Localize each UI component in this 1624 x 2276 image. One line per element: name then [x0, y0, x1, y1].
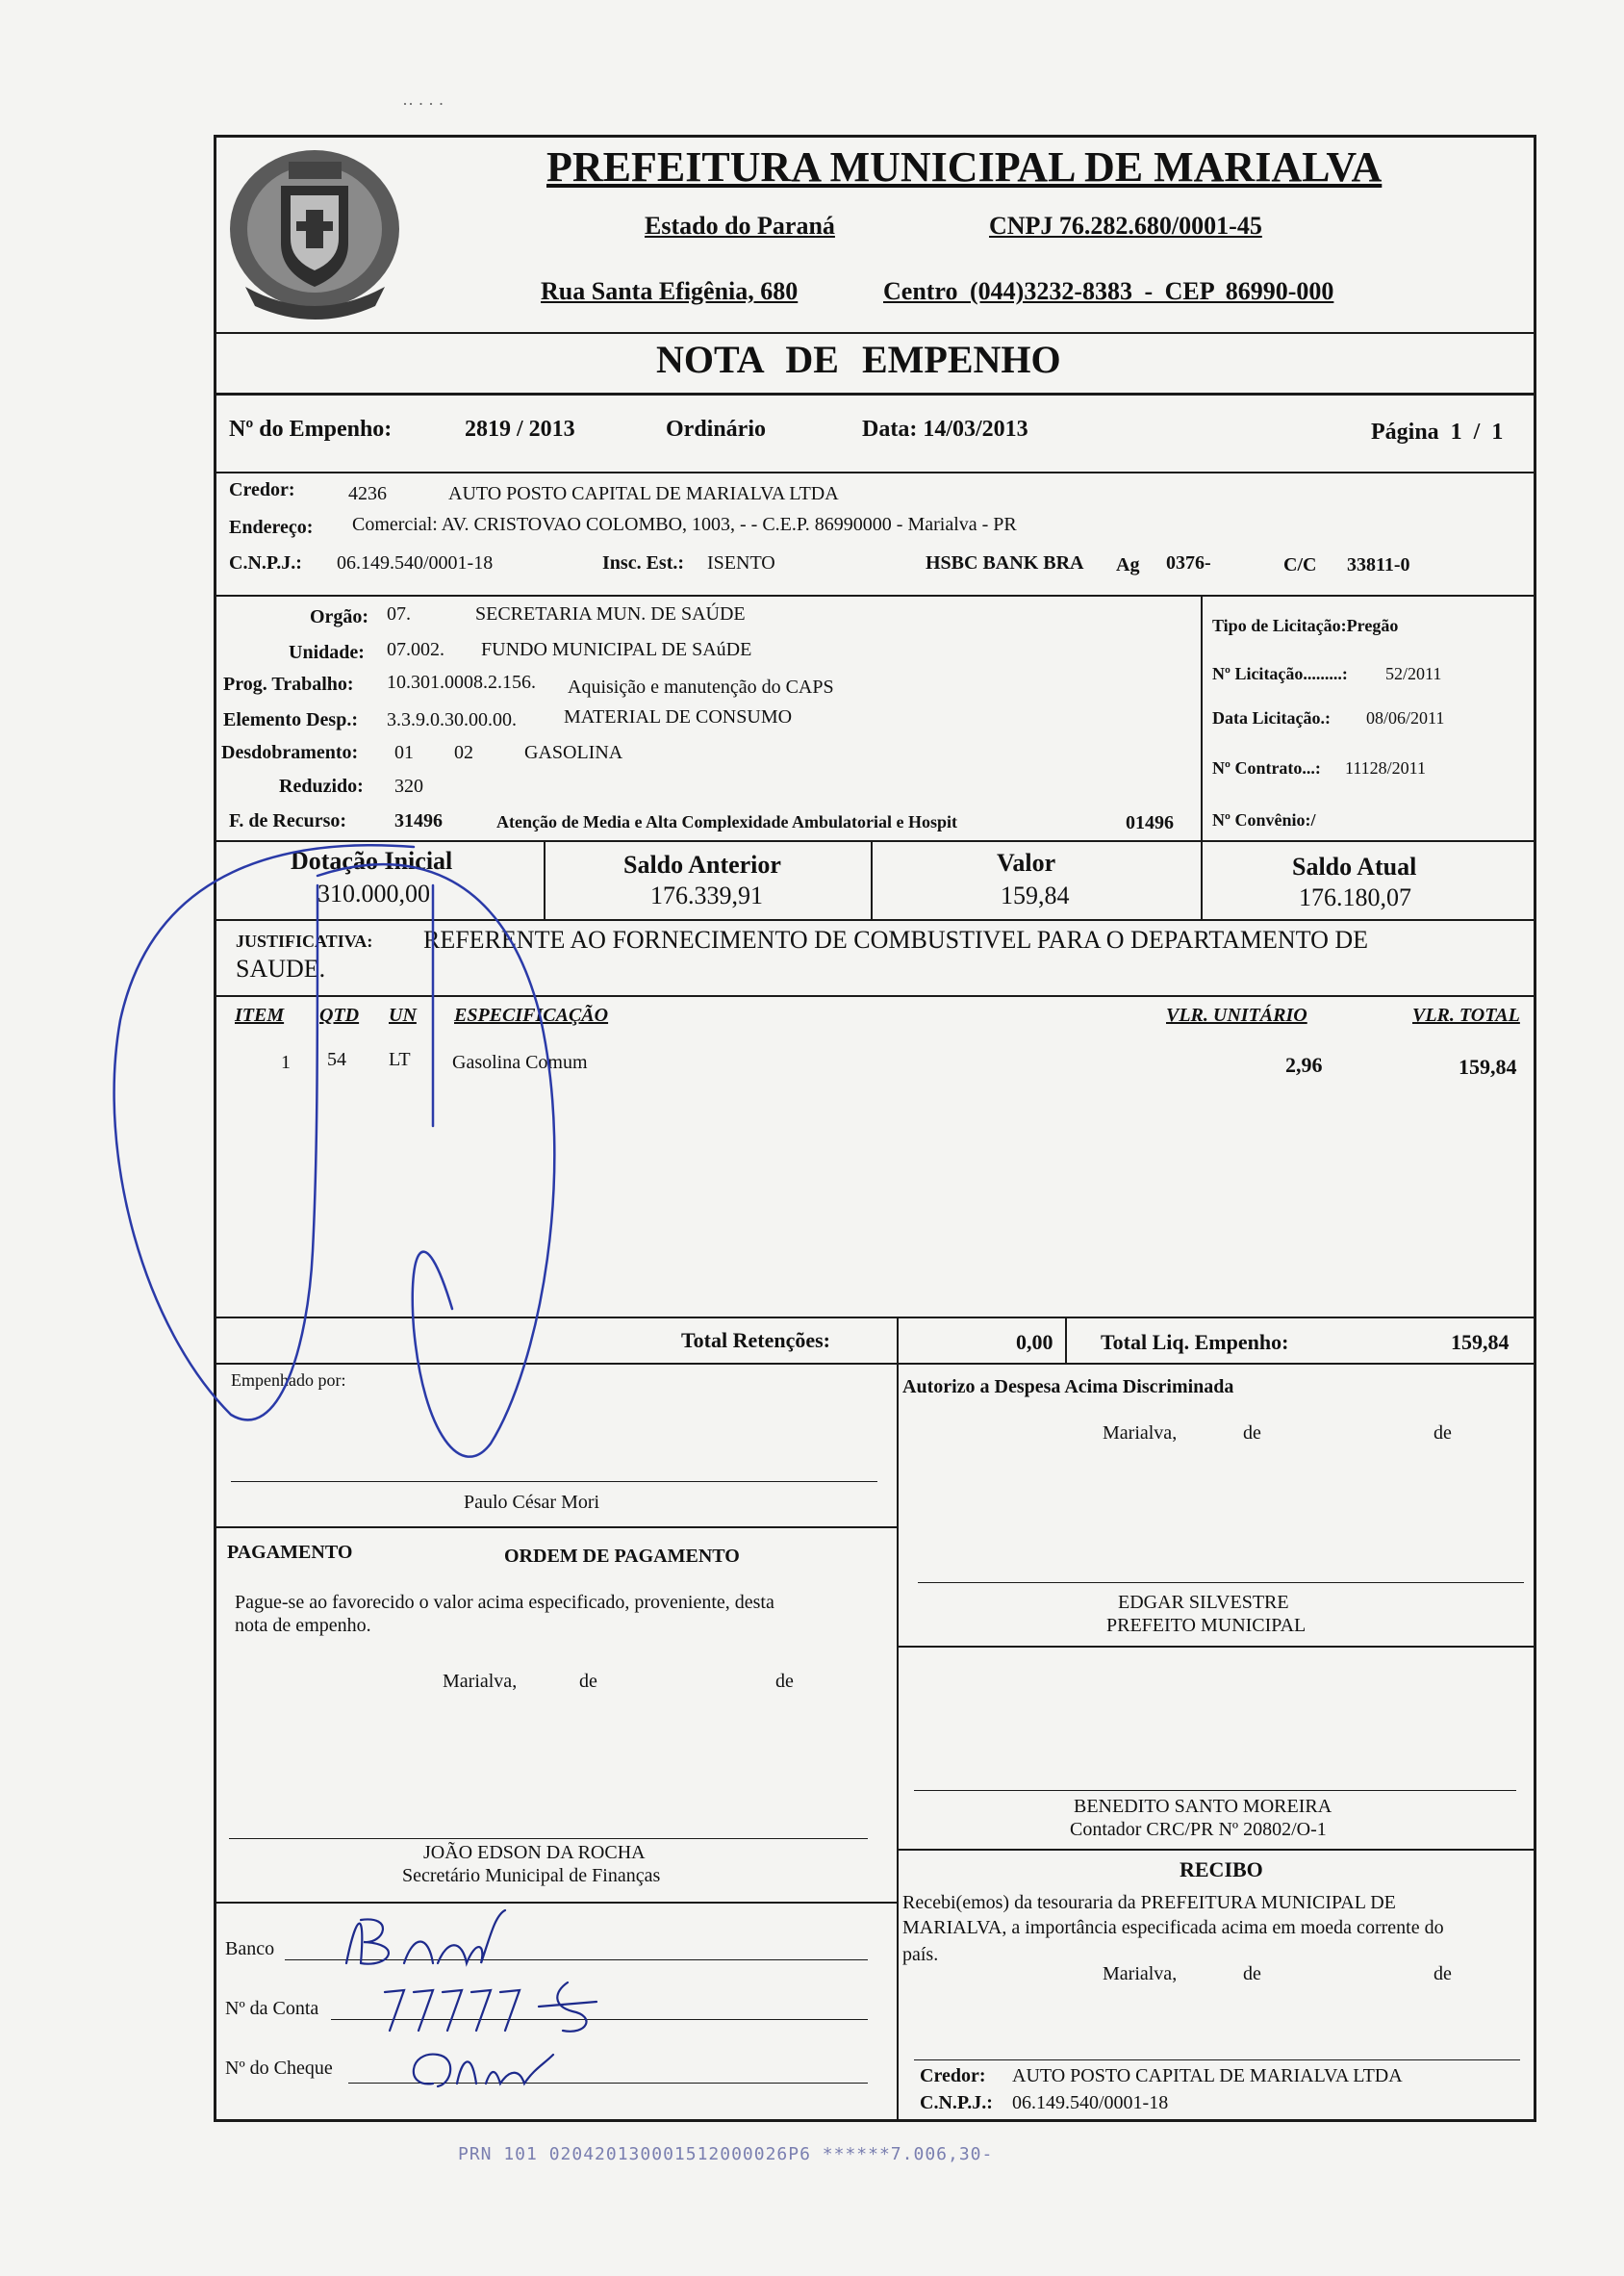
autorizo-de-1: de [1243, 1422, 1261, 1444]
credor-cnpj: 06.149.540/0001-18 [337, 552, 494, 574]
state-name: Estado do Paraná [645, 212, 835, 240]
col-unit-price: VLR. UNITÁRIO [1166, 1005, 1307, 1026]
prog-code: 10.301.0008.2.156. [387, 672, 536, 693]
credor-code: 4236 [348, 483, 387, 504]
col-total: VLR. TOTAL [1412, 1005, 1520, 1026]
pagamento-label: PAGAMENTO [227, 1542, 353, 1563]
row-qtd: 54 [327, 1049, 346, 1070]
agency-number: 0376- [1166, 552, 1211, 574]
orgao-name: SECRETARIA MUN. DE SAÚDE [475, 603, 746, 625]
credor-cnpj-label: C.N.P.J.: [229, 552, 302, 574]
bank-name: HSBC BANK BRA [926, 552, 1084, 574]
licitacao-number: 52/2011 [1385, 664, 1442, 683]
desdobramento-label: Desdobramento: [221, 742, 359, 763]
pagamento-de-2: de [775, 1671, 794, 1692]
pagamento-text-2: nota de empenho. [235, 1615, 371, 1636]
prog-name: Aquisição e manutenção do CAPS [568, 677, 834, 698]
licitacao-date-label: Data Licitação.: [1212, 708, 1331, 728]
row-spec: Gasolina Comum [452, 1052, 588, 1073]
contador-role: Contador CRC/PR Nº 20802/O-1 [1070, 1819, 1327, 1840]
recurso-code: 31496 [394, 810, 443, 831]
recurso-label: F. de Recurso: [229, 810, 347, 831]
empenho-date: Data: 14/03/2013 [862, 417, 1028, 442]
reduzido-label: Reduzido: [279, 776, 364, 797]
district-phone-cep: Centro (044)3232-8383 - CEP 86990-000 [883, 277, 1334, 305]
footer-code: PRN 101 020420130001512000026P6 ******7.006,30- [458, 2144, 994, 2164]
recibo-cnpj-label: C.N.P.J.: [920, 2092, 993, 2113]
desdobramento-name: GASOLINA [524, 742, 623, 763]
conta-label: Nº da Conta [225, 1998, 319, 2019]
recurso-name: Atenção de Media e Alta Complexidade Ambulatorial e Hospit [496, 812, 957, 831]
secretario-name: JOÃO EDSON DA ROCHA [423, 1842, 646, 1863]
retencoes-value: 0,00 [1016, 1330, 1053, 1354]
contrato-label: Nº Contrato...: [1212, 758, 1321, 778]
prefeito-name: EDGAR SILVESTRE [1118, 1592, 1289, 1613]
liquido-value: 159,84 [1451, 1330, 1510, 1354]
licitacao-number-label: Nº Licitação.........: [1212, 664, 1348, 683]
col-qtd: QTD [319, 1005, 360, 1026]
autorizo-de-2: de [1434, 1422, 1452, 1444]
convenio: Nº Convênio:/ [1212, 810, 1316, 830]
recibo-credor-name: AUTO POSTO CAPITAL DE MARIALVA LTDA [1012, 2065, 1403, 2086]
page-number: Página 1 / 1 [1371, 420, 1504, 445]
col-un: UN [389, 1005, 417, 1026]
licitacao-date: 08/06/2011 [1366, 708, 1445, 728]
saldo-anterior-label: Saldo Anterior [623, 851, 781, 879]
prefeito-role: PREFEITO MUNICIPAL [1106, 1615, 1307, 1636]
valor-value: 159,84 [1001, 882, 1070, 909]
tipo-licitacao: Tipo de Licitação:Pregão [1212, 616, 1399, 635]
cheque-label: Nº do Cheque [225, 2058, 333, 2079]
desdobramento-b: 02 [454, 742, 473, 763]
liquido-label: Total Liq. Empenho: [1101, 1330, 1289, 1354]
unidade-code: 07.002. [387, 639, 444, 660]
municipal-crest-icon [221, 133, 409, 325]
row-total: 159,84 [1459, 1055, 1517, 1079]
autorizo-label: Autorizo a Despesa Acima Discriminada [902, 1376, 1234, 1397]
empenho-number: 2819 / 2013 [465, 417, 575, 442]
saldo-atual-value: 176.180,07 [1299, 883, 1411, 911]
empenhado-name: Paulo César Mori [464, 1492, 600, 1513]
recibo-place: Marialva, [1103, 1963, 1178, 1984]
secretario-role: Secretário Municipal de Finanças [402, 1865, 661, 1886]
recibo-de-1: de [1243, 1963, 1261, 1984]
banco-label: Banco [225, 1938, 275, 1959]
empenho-number-label: Nº do Empenho: [229, 417, 393, 442]
saldo-anterior-value: 176.339,91 [650, 882, 763, 909]
prog-label: Prog. Trabalho: [223, 674, 354, 695]
pagamento-place: Marialva, [443, 1671, 518, 1692]
unidade-label: Unidade: [289, 642, 365, 663]
recibo-title: RECIBO [1180, 1857, 1263, 1881]
document-title: NOTA DE EMPENHO [656, 338, 1061, 381]
recurso-code-2: 01496 [1126, 812, 1174, 833]
recibo-cnpj: 06.149.540/0001-18 [1012, 2092, 1169, 2113]
justificativa-text-1: REFERENTE AO FORNECIMENTO DE COMBUSTIVEL PARA O DEPARTAMENTO DE [423, 926, 1369, 954]
insc-label: Insc. Est.: [602, 552, 685, 574]
empenhado-label: Empenhado por: [231, 1370, 346, 1390]
credor-address: Comercial: AV. CRISTOVAO COLOMBO, 1003, - - C.E.P. 86990000 - Marialva - PR [352, 514, 1017, 535]
justificativa-text-2: SAUDE. [236, 955, 326, 983]
recibo-de-2: de [1434, 1963, 1452, 1984]
justificativa-label: JUSTIFICATIVA: [236, 932, 373, 951]
elemento-name: MATERIAL DE CONSUMO [564, 706, 793, 728]
elemento-label: Elemento Desp.: [223, 709, 358, 730]
scan-mark: ·· · · · [402, 94, 444, 114]
credor-label: Credor: [229, 479, 295, 500]
empenho-type: Ordinário [666, 417, 767, 442]
pagamento-de-1: de [579, 1671, 597, 1692]
valor-label: Valor [997, 849, 1056, 877]
dotacao-value: 310.000,00 [317, 880, 430, 908]
contrato-number: 11128/2011 [1345, 758, 1426, 778]
retencoes-label: Total Retenções: [681, 1328, 830, 1352]
row-unit-price: 2,96 [1285, 1053, 1323, 1077]
address-label: Endereço: [229, 517, 314, 538]
elemento-code: 3.3.9.0.30.00.00. [387, 709, 517, 730]
dotacao-label: Dotação Inicial [291, 847, 453, 875]
ordem-pagamento-label: ORDEM DE PAGAMENTO [504, 1546, 740, 1567]
autorizo-place: Marialva, [1103, 1422, 1178, 1444]
recibo-credor-label: Credor: [920, 2065, 986, 2086]
contador-name: BENEDITO SANTO MOREIRA [1074, 1796, 1332, 1817]
recibo-text-3: país. [902, 1944, 939, 1965]
reduzido-value: 320 [394, 776, 423, 797]
saldo-atual-label: Saldo Atual [1292, 853, 1417, 881]
row-un: LT [389, 1049, 411, 1070]
agency-label: Ag [1116, 554, 1140, 575]
account-label: C/C [1283, 554, 1317, 575]
row-item: 1 [281, 1052, 291, 1073]
orgao-label: Orgão: [310, 606, 369, 627]
orgao-code: 07. [387, 603, 411, 625]
recibo-text-1: Recebi(emos) da tesouraria da PREFEITURA MUNICIPAL DE [902, 1892, 1396, 1913]
col-spec: ESPECIFICAÇÃO [454, 1005, 609, 1026]
desdobramento-a: 01 [394, 742, 414, 763]
unidade-name: FUNDO MUNICIPAL DE SAúDE [481, 639, 752, 660]
municipality-cnpj: CNPJ 76.282.680/0001-45 [989, 212, 1262, 240]
account-number: 33811-0 [1347, 554, 1410, 575]
insc-value: ISENTO [707, 552, 775, 574]
street-address: Rua Santa Efigênia, 680 [541, 277, 799, 305]
municipality-title: PREFEITURA MUNICIPAL DE MARIALVA [546, 143, 1383, 191]
recibo-text-2: MARIALVA, a importância especificada acima em moeda corrente do [902, 1917, 1444, 1938]
pagamento-text-1: Pague-se ao favorecido o valor acima especificado, proveniente, desta [235, 1592, 774, 1613]
col-item: ITEM [235, 1005, 285, 1026]
credor-name: AUTO POSTO CAPITAL DE MARIALVA LTDA [448, 483, 839, 504]
